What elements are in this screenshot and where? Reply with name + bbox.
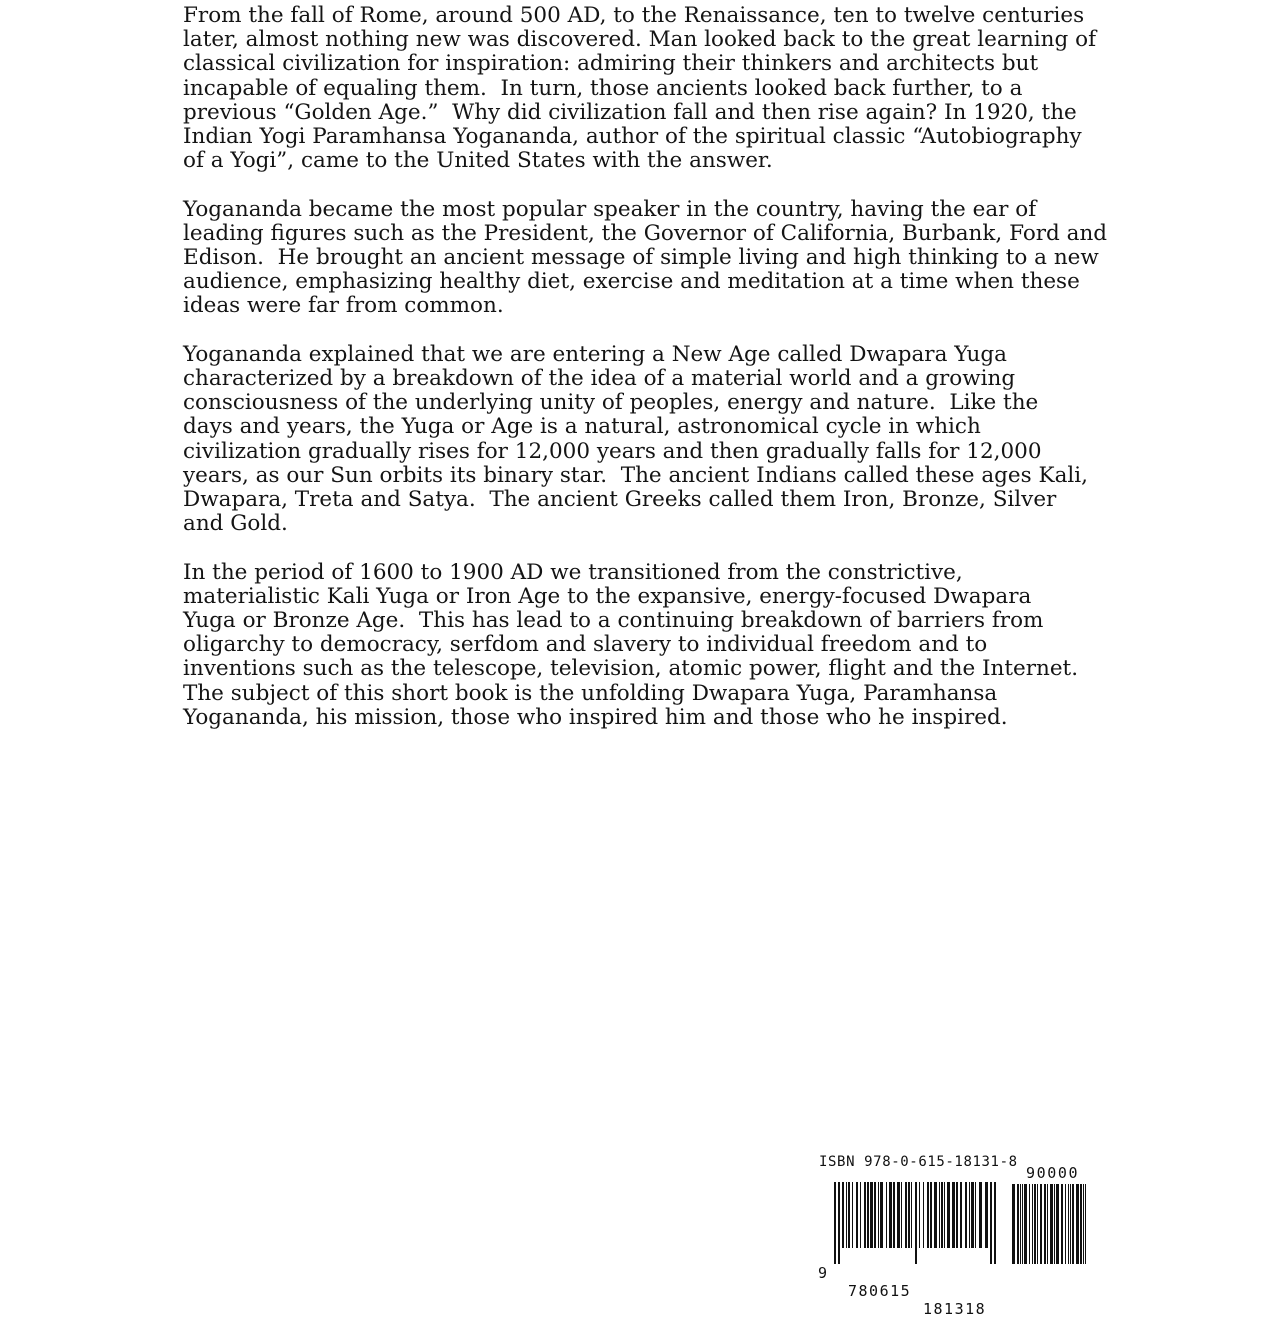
text-line: civilization gradually rises for 12,000 years and then gradually falls for 12,000 [183,438,1042,464]
barcode-addon-digits: 90000 [1026,1164,1080,1182]
text-line: incapable of equaling them. In turn, those ancients looked back further, to a [183,75,1023,101]
barcode-bar [911,1182,912,1248]
barcode-bar [842,1182,844,1248]
barcode-bar [848,1182,850,1248]
barcode-addon-bar [1020,1184,1021,1264]
text-line: leading figures such as the President, the Governor of California, Burbank, Ford and [183,220,1108,246]
text-line: oligarchy to democracy, serfdom and slavery to individual freedom and to [183,632,988,658]
barcode-addon-bar [1024,1184,1027,1264]
barcode-bar [908,1182,910,1248]
barcode-addon-bar [1083,1184,1084,1264]
isbn-label: ISBN 978-0-615-18131-8 [819,1154,1018,1170]
text-line: audience, emphasizing healthy diet, exercise and meditation at a time when these [183,269,1080,295]
text-line: years, as our Sun orbits its binary star. The ancient Indians called these ages Kali, [183,462,1088,488]
text-line: previous “Golden Age.” Why did civilization fall and then rise again? In 1920, the [183,99,1077,125]
barcode-addon-bar [1072,1184,1074,1264]
barcode-bar [944,1182,945,1248]
text-line: materialistic Kali Yuga or Iron Age to the expansive, energy-focused Dwapara [183,583,1032,609]
barcode-bar [915,1182,917,1264]
barcode-bar [941,1182,943,1248]
barcode-bar [852,1182,853,1248]
text-line: days and years, the Yuga or Age is a natural, astronomical cycle in which [183,414,981,440]
barcode-addon-bar [1022,1184,1023,1264]
barcode-bar [889,1182,892,1248]
barcode-bar [901,1182,902,1248]
text-line: later, almost nothing new was discovered. Man looked back to the great learning of [183,27,1097,53]
isbn-barcode [818,1154,1098,1318]
barcode-bar [893,1182,895,1248]
barcode-left-digits: 780615 [848,1282,912,1300]
paragraph-2 [183,196,1108,319]
barcode-addon-bar [1050,1184,1053,1264]
barcode-bar [856,1182,858,1248]
barcode-bar [864,1182,866,1248]
barcode-first-digit: 9 [818,1264,828,1282]
barcode-digits [818,1246,987,1336]
barcode-guard-bar [994,1182,996,1264]
barcode-addon-bar [1029,1184,1030,1264]
barcode-addon-bar [1065,1184,1066,1264]
text-line: inventions such as the telescope, television, atomic power, flight and the Internet. [183,656,1079,682]
barcode-bar [985,1182,988,1248]
barcode-right-digits: 181318 [923,1300,987,1318]
barcode-addon-bar [1032,1184,1033,1264]
barcode-bar [947,1182,950,1248]
text-line: In the period of 1600 to 1900 AD we transitioned from the constrictive, [183,559,963,585]
barcode-addon-bar [1056,1184,1059,1264]
paragraph-4 [183,561,1083,730]
barcode-addon-bar [1044,1184,1046,1264]
barcode-addon-bar [1047,1184,1048,1264]
barcode-bar [939,1182,940,1248]
barcode-bar [971,1182,974,1248]
barcode-bar [880,1182,883,1248]
barcode-addon-bar [1068,1184,1069,1264]
text-line: Dwapara, Treta and Satya. The ancient Greeks called them Iron, Bronze, Silver [183,487,1057,513]
text-line: and Gold. [183,511,288,537]
text-line: Yogananda, his mission, those who inspired him and those who he inspired. [183,704,1008,730]
barcode-bar [927,1182,929,1248]
text-line: From the fall of Rome, around 500 AD, to the Renaissance, ten to twelve centuries [183,3,1085,28]
barcode-bar [867,1182,869,1248]
barcode-bar [969,1182,970,1248]
barcode-bar [979,1182,982,1248]
barcode-bar [860,1182,861,1248]
barcode-addon-bar [1040,1184,1042,1264]
text-line: consciousness of the underlying unity of peoples, energy and nature. Like the [183,390,1039,416]
barcode-addon-bar [1017,1184,1019,1264]
barcode-bar [923,1182,924,1248]
barcode-addon-bar [1076,1184,1079,1264]
barcode-bar [874,1182,876,1248]
back-cover-text [183,3,1108,754]
barcode-bar [960,1182,962,1248]
barcode-bar [965,1182,967,1248]
barcode-guard-bar [990,1182,992,1264]
barcode-bar [956,1182,958,1248]
barcode-bar [930,1182,932,1248]
barcode-bar [886,1182,887,1248]
text-line: Edison. He brought an ancient message of simple living and high thinking to a new [183,245,1099,271]
barcode-bar [934,1182,937,1248]
barcode-bar [919,1182,920,1248]
text-line: Yogananda explained that we are entering a New Age called Dwapara Yuga [183,341,1007,367]
barcode-bar [897,1182,900,1248]
text-line: Yuga or Bronze Age. This has lead to a continuing breakdown of barriers from [183,608,1044,634]
barcode-addon-bar [1070,1184,1071,1264]
text-line: ideas were far from common. [183,293,504,319]
paragraph-1 [183,3,1097,174]
barcode-addon-bar [1061,1184,1063,1264]
barcode-bar [878,1182,879,1248]
barcode-addon-bar [1034,1184,1036,1264]
text-line: Yogananda became the most popular speaker in the country, having the ear of [183,196,1037,222]
barcode-bars [818,1154,1098,1266]
barcode-bar [905,1182,907,1248]
text-line: classical civilization for inspiration: admiring their thinkers and architects but [183,51,1039,77]
text-line: The subject of this short book is the unfolding Dwapara Yuga, Paramhansa [183,680,998,706]
barcode-bar [975,1182,976,1248]
barcode-addon-bar [1080,1184,1082,1264]
barcode-addon-bar [1012,1184,1015,1264]
paragraph-3 [183,341,1088,537]
barcode-addon-bar [1037,1184,1038,1264]
barcode-bar [870,1182,873,1248]
text-line: Indian Yogi Paramhansa Yogananda, author of the spiritual classic “Autobiography [183,124,1082,150]
text-line: characterized by a breakdown of the idea of a material world and a growing [183,366,1016,392]
barcode-addon-bar [1085,1184,1086,1264]
text-line: of a Yogi”, came to the United States with the answer. [183,148,773,174]
barcode-bar [952,1182,955,1248]
barcode-bar [846,1182,847,1248]
barcode-addon-bar [1054,1184,1055,1264]
